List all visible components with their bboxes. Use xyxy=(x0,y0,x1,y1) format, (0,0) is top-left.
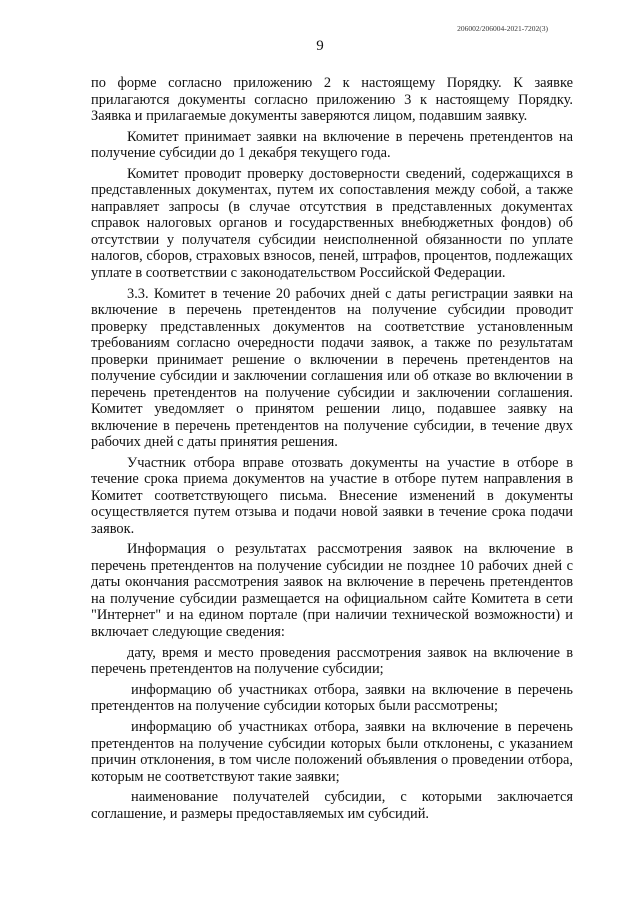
paragraph-3-3: 3.3. Комитет в течение 20 рабочих дней с даты регистрации заявки на включение в перечень претендентов на получение субсидии проводит проверку представленных документов на соответствие установленным требованиям согласно очередности подачи заявок, а также по результатам проверки принимает решение о включении в перечень претендентов на получение субсидии и заключении соглашения или об отказе во включении в перечень претендентов на получение субсидии и заключении соглашения. Комитет уведомляет о принятом решении лицо, подавшее заявку на включение в перечень претендентов на получение субсидии, в течение двух рабочих дней с даты принятия решения. xyxy=(91,285,573,451)
paragraph-withdrawal: Участник отбора вправе отозвать документы на участие в отборе в течение срока приема документов на участие в отборе путем направления в Комитет соответствующего письма. Внесение изменений в документы осуществляется путем отзыва и подачи новой заявки в течение срока подачи заявок. xyxy=(91,454,573,537)
paragraph-verification: Комитет проводит проверку достоверности сведений, содержащихся в представленных документах, путем их сопоставления между собой, а также направляет запросы (в случае отсутствия в представленных документах справок налоговых органов и государственных внебюджетных фондов) об отсутствии у получателя субсидии неисполненной обязанности по уплате налогов, сборов, страховых взносов, пеней, штрафов, процентов, подлежащих уплате в соответствии с законодательством Российской Федерации. xyxy=(91,165,573,281)
page-number: 9 xyxy=(316,38,324,54)
paragraph-item-recipients: наименование получателей субсидии, с которыми заключается соглашение, и размеры предоставляемых им субсидий. xyxy=(91,789,573,822)
paragraph-deadline: Комитет принимает заявки на включение в перечень претендентов на получение субсидии до 1 декабря текущего года. xyxy=(91,128,573,162)
paragraph-item-considered: информацию об участниках отбора, заявки на включение в перечень претендентов на получение субсидии которых были рассмотрены; xyxy=(91,681,573,715)
document-id: 206002/206004-2021-7202(3) xyxy=(457,24,548,33)
paragraph-item-date: дату, время и место проведения рассмотрения заявок на включение в перечень претендентов на получение субсидии; xyxy=(91,644,573,678)
document-body xyxy=(91,75,573,822)
paragraph-item-rejected: информацию об участниках отбора, заявки на включение в перечень претендентов на получение субсидии которых были отклонены, с указанием причин отклонения, в том числе положений объявления о проведении отбора, которым не соответствуют такие заявки; xyxy=(91,719,573,785)
paragraph-results-info: Информация о результатах рассмотрения заявок на включение в перечень претендентов на получение субсидии не позднее 10 рабочих дней с даты окончания рассмотрения заявок на включение в перечень претендентов на получение субсидии размещается на официальном сайте Комитета в сети "Интернет" и на едином портале (при наличии технической возможности) и включает следующие сведения: xyxy=(91,541,573,640)
paragraph-continuation: по форме согласно приложению 2 к настоящему Порядку. К заявке прилагаются документы согласно приложению 3 к настоящему Порядку. Заявка и прилагаемые документы заверяются лицом, подавшим заявку. xyxy=(91,75,573,124)
